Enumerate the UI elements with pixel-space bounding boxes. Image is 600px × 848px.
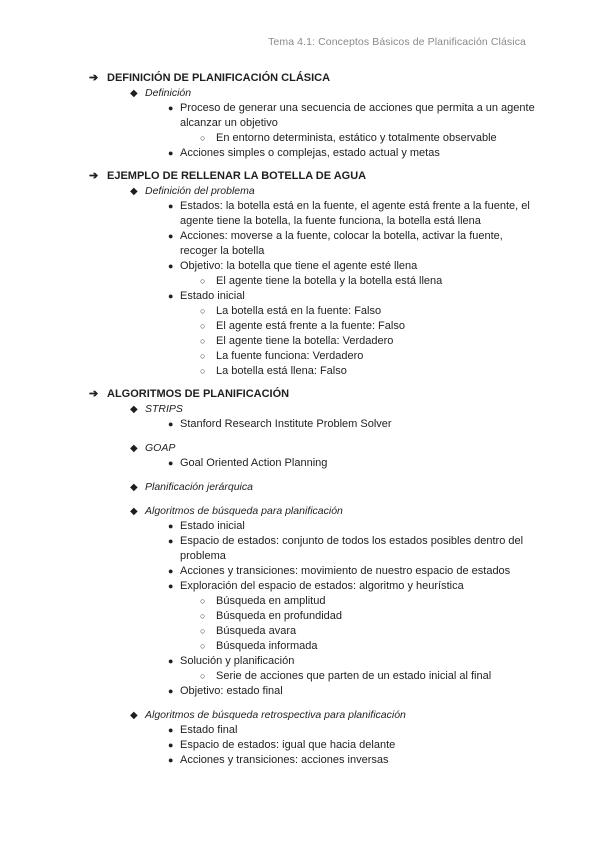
arrow-icon: ➔: [89, 72, 99, 84]
sub-list-item: [200, 131, 540, 146]
list-item: [168, 456, 540, 471]
sub-list-item: [200, 274, 540, 289]
subsection-heading: [130, 86, 540, 101]
circle-bullet-icon: ○: [200, 671, 206, 681]
diamond-bullet-icon: ◆: [130, 506, 138, 517]
list-item-text: Acciones simples o complejas, estado actual y metas: [180, 147, 440, 159]
list-item: [168, 199, 540, 229]
dot-bullet-icon: ●: [168, 740, 174, 750]
dot-bullet-icon: ●: [168, 201, 174, 211]
subsection: [90, 441, 540, 471]
list-item: [168, 101, 540, 131]
list-item-text: Estados: la botella está en la fuente, el agente está frente a la fuente, el agente tiene la botella, la fuente funciona, la botella está llena: [180, 200, 530, 227]
list-item: [168, 417, 540, 432]
dot-bullet-icon: ●: [168, 755, 174, 765]
circle-bullet-icon: ○: [200, 133, 206, 143]
section-heading: [89, 70, 540, 86]
list-item: [168, 753, 540, 768]
list-item: [168, 289, 540, 304]
list-item-text: Estado inicial: [180, 520, 245, 532]
dot-bullet-icon: ●: [168, 291, 174, 301]
sub-list-item: [200, 594, 540, 609]
arrow-icon: ➔: [89, 170, 99, 182]
section-heading-text: EJEMPLO DE RELLENAR LA BOTELLA DE AGUA: [107, 170, 367, 182]
circle-bullet-icon: ○: [200, 611, 206, 621]
subsection: [90, 504, 540, 699]
list-item: [168, 684, 540, 699]
circle-bullet-icon: ○: [200, 321, 206, 331]
list-item: [168, 564, 540, 579]
dot-bullet-icon: ●: [168, 536, 174, 546]
dot-bullet-icon: ●: [168, 725, 174, 735]
sub-list-item: [200, 334, 540, 349]
diamond-bullet-icon: ◆: [130, 482, 138, 493]
list-item-text: Acciones: moverse a la fuente, colocar la botella, activar la fuente, recoger la botella: [180, 230, 503, 257]
subsection-heading: [130, 708, 540, 723]
outline-section: [90, 70, 540, 161]
list-item-text: Acciones y transiciones: movimiento de nuestro espacio de estados: [180, 565, 511, 577]
subsection: [90, 86, 540, 161]
section-heading: [89, 168, 540, 184]
sub-list-item-text: La botella está en la fuente: Falso: [216, 305, 382, 317]
sub-list-item-text: Serie de acciones que parten de un estado inicial al final: [216, 670, 492, 682]
document-body: [90, 70, 540, 777]
list-item: [168, 146, 540, 161]
list-item: [168, 534, 540, 564]
dot-bullet-icon: ●: [168, 261, 174, 271]
dot-bullet-icon: ●: [168, 458, 174, 468]
sub-list-item: [200, 304, 540, 319]
section-heading: [89, 386, 540, 402]
sub-list-item-text: El agente está frente a la fuente: Falso: [216, 320, 405, 332]
subsection: [90, 402, 540, 432]
diamond-bullet-icon: ◆: [130, 404, 138, 415]
list-item: [168, 519, 540, 534]
dot-bullet-icon: ●: [168, 231, 174, 241]
circle-bullet-icon: ○: [200, 276, 206, 286]
subsection-heading-text: STRIPS: [145, 403, 183, 415]
subsection-heading: [130, 402, 540, 417]
sub-list-item: [200, 364, 540, 379]
sub-list-item-text: El agente tiene la botella: Verdadero: [216, 335, 394, 347]
dot-bullet-icon: ●: [168, 148, 174, 158]
list-item-text: Espacio de estados: igual que hacia delante: [180, 739, 396, 751]
sub-list-item-text: Búsqueda en amplitud: [216, 595, 326, 607]
list-item: [168, 579, 540, 594]
circle-bullet-icon: ○: [200, 596, 206, 606]
subsection-heading: [130, 504, 540, 519]
diamond-bullet-icon: ◆: [130, 186, 138, 197]
list-item: [168, 229, 540, 259]
sub-list-item-text: Búsqueda avara: [216, 625, 297, 637]
sub-list-item: [200, 609, 540, 624]
circle-bullet-icon: ○: [200, 366, 206, 376]
dot-bullet-icon: ●: [168, 521, 174, 531]
dot-bullet-icon: ●: [168, 566, 174, 576]
section-heading-text: DEFINICIÓN DE PLANIFICACIÓN CLÁSICA: [107, 72, 331, 84]
list-item-text: Solución y planificación: [180, 655, 295, 667]
subsection-heading-text: Definición: [145, 87, 192, 99]
list-item: [168, 738, 540, 753]
subsection: [90, 480, 540, 495]
list-item: [168, 654, 540, 669]
subsection-heading: [130, 480, 540, 495]
list-item-text: Objetivo: la botella que tiene el agente esté llena: [180, 260, 418, 272]
arrow-icon: ➔: [89, 388, 99, 400]
outline-section: [90, 168, 540, 379]
subsection-heading: [130, 184, 540, 199]
dot-bullet-icon: ●: [168, 419, 174, 429]
subsection: [90, 184, 540, 379]
subsection-heading-text: Algoritmos de búsqueda para planificación: [145, 505, 343, 517]
diamond-bullet-icon: ◆: [130, 443, 138, 454]
sub-list-item: [200, 319, 540, 334]
list-item-text: Objetivo: estado final: [180, 685, 283, 697]
sub-list-item-text: El agente tiene la botella y la botella está llena: [216, 275, 443, 287]
page-header: Tema 4.1: Conceptos Básicos de Planificación Clásica: [268, 36, 526, 48]
subsection-heading-text: Planificación jerárquica: [145, 481, 253, 493]
dot-bullet-icon: ●: [168, 656, 174, 666]
section-heading-text: ALGORITMOS DE PLANIFICACIÓN: [107, 388, 290, 400]
diamond-bullet-icon: ◆: [130, 88, 138, 99]
list-item-text: Stanford Research Institute Problem Solver: [180, 418, 392, 430]
sub-list-item-text: Búsqueda informada: [216, 640, 318, 652]
sub-list-item: [200, 624, 540, 639]
diamond-bullet-icon: ◆: [130, 710, 138, 721]
circle-bullet-icon: ○: [200, 626, 206, 636]
list-item-text: Estado final: [180, 724, 238, 736]
list-item-text: Goal Oriented Action Planning: [180, 457, 328, 469]
dot-bullet-icon: ●: [168, 103, 174, 113]
circle-bullet-icon: ○: [200, 351, 206, 361]
list-item-text: Proceso de generar una secuencia de acciones que permita a un agente alcanzar un objetivo: [180, 102, 535, 129]
circle-bullet-icon: ○: [200, 306, 206, 316]
list-item-text: Estado inicial: [180, 290, 245, 302]
outline-section: [90, 386, 540, 768]
dot-bullet-icon: ●: [168, 686, 174, 696]
sub-list-item: [200, 669, 540, 684]
sub-list-item-text: Búsqueda en profundidad: [216, 610, 342, 622]
sub-list-item-text: La botella está llena: Falso: [216, 365, 347, 377]
dot-bullet-icon: ●: [168, 581, 174, 591]
subsection-heading-text: Algoritmos de búsqueda retrospectiva para planificación: [145, 709, 406, 721]
sub-list-item: [200, 639, 540, 654]
subsection-heading-text: GOAP: [145, 442, 176, 454]
subsection: [90, 708, 540, 768]
circle-bullet-icon: ○: [200, 641, 206, 651]
sub-list-item: [200, 349, 540, 364]
list-item-text: Exploración del espacio de estados: algoritmo y heurística: [180, 580, 464, 592]
list-item-text: Espacio de estados: conjunto de todos los estados posibles dentro del problema: [180, 535, 524, 562]
list-item: [168, 259, 540, 274]
subsection-heading: [130, 441, 540, 456]
sub-list-item-text: La fuente funciona: Verdadero: [216, 350, 364, 362]
sub-list-item-text: En entorno determinista, estático y totalmente observable: [216, 132, 497, 144]
subsection-heading-text: Definición del problema: [145, 185, 255, 197]
circle-bullet-icon: ○: [200, 336, 206, 346]
list-item-text: Acciones y transiciones: acciones inversas: [180, 754, 389, 766]
list-item: [168, 723, 540, 738]
